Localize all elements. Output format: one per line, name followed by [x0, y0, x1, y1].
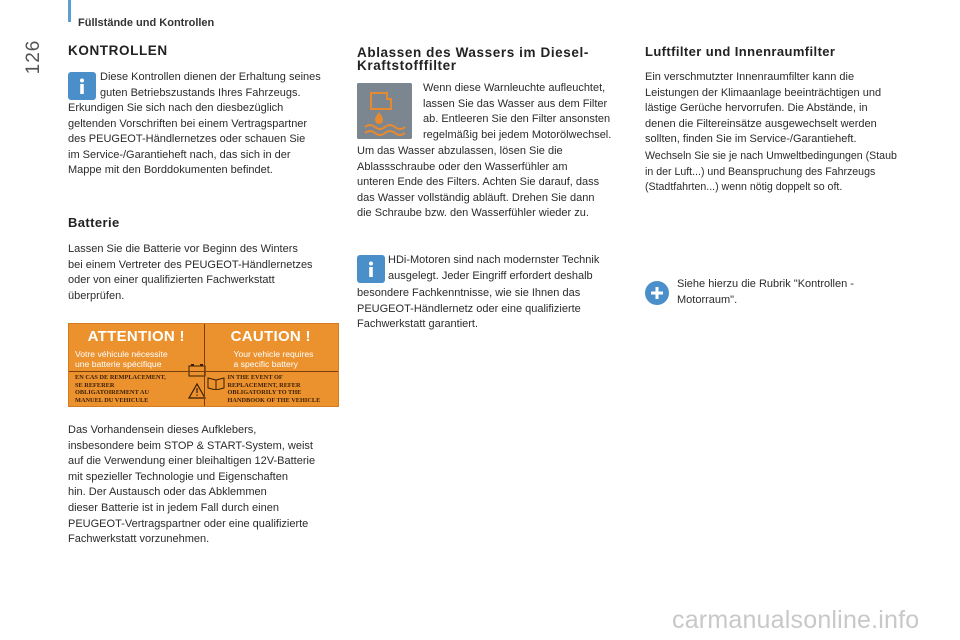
text-line: REPLACEMENT, REFER	[227, 381, 301, 389]
luftfilter-title: Luftfilter und Innenraumfilter	[645, 44, 836, 59]
text-line: dieser Batterie ist in jedem Fall durch einen	[68, 501, 279, 514]
section-header-title: Füllstände und Kontrollen	[78, 17, 215, 29]
ablassen-title	[357, 46, 627, 72]
sticker-divider	[204, 324, 205, 406]
sticker-right-sub	[234, 349, 314, 369]
battery-warning-sticker	[68, 323, 339, 407]
text-line: sollten, finden Sie im Service-/Garantieheft.	[645, 133, 857, 146]
text-line: Um das Wasser abzulassen, lösen Sie die	[357, 145, 563, 157]
text-line: auf die Verwendung einer bleihaltigen 12V-Batterie	[68, 455, 316, 468]
text-line: lassen Sie das Wasser aus dem Filter	[423, 97, 608, 110]
text-line: HANDBOOK OF THE VEHICLE	[227, 396, 321, 404]
warning-lamp-text	[423, 81, 633, 143]
sticker-left-half	[69, 324, 204, 406]
text-line: Erkundigen Sie sich nach den diesbezüglich	[68, 102, 284, 114]
text-line: ab. Entleeren Sie den Filter ansonsten	[423, 113, 611, 126]
sticker-left-sub	[75, 349, 168, 369]
kontrollen-title: KONTROLLEN	[68, 43, 168, 58]
text-line: das Wasser vollständig abläuft. Drehen Sie dann	[357, 191, 595, 204]
info-glyph	[362, 260, 380, 278]
watermark: carmanualsonline.info	[672, 606, 920, 634]
text-line: Votre véhicule nécessite	[75, 349, 168, 359]
text-line: besondere Fachkenntnisse, wie sie Ihnen das	[357, 287, 581, 299]
water-in-fuel-glyph	[357, 83, 412, 139]
luftfilter-text	[645, 70, 930, 148]
sticker-right-half	[204, 324, 339, 406]
see-also-text	[677, 277, 927, 308]
batterie-text	[68, 242, 348, 304]
text-line: Ablassschraube oder den Wasserfühler am	[357, 160, 568, 173]
text-line: HDi-Motoren sind nach modernster Technik	[388, 254, 600, 266]
text-line: EN CAS DE REMPLACEMENT,	[75, 374, 166, 381]
text-line: Das Vorhandensein dieses Aufklebers,	[68, 424, 257, 436]
hdi-note-text	[388, 253, 633, 284]
plus-icon	[645, 281, 669, 305]
text-line: Fachwerkstatt vorzunehmen.	[68, 533, 210, 546]
text-line: überprüfen.	[68, 289, 125, 302]
text-line: Siehe hierzu die Rubrik "Kontrollen -	[677, 278, 854, 290]
text-line: die Schraube bzw. den Wasserfühler wieder zu.	[357, 207, 589, 220]
text-line: oder von einer qualifizierten Fachwerkstatt	[68, 274, 275, 287]
batterie-title: Batterie	[68, 215, 120, 230]
text-line: guten Betriebszustands Ihres Fahrzeugs.	[100, 86, 301, 99]
text-line: hin. Der Austausch oder das Abklemmen	[68, 486, 267, 499]
sticker-left-small	[75, 374, 166, 404]
text-line: Lassen Sie die Batterie vor Beginn des Winters	[68, 243, 298, 255]
text-line: regelmäßig bei jedem Motorölwechsel.	[423, 128, 612, 141]
text-line: a specific battery	[233, 359, 298, 369]
text-line: unteren Ende des Filters. Achten Sie darauf, dass	[357, 176, 600, 189]
text-line: in der Luft...) und Beanspruchung des Fahrzeugs	[645, 165, 876, 178]
text-line: Kraftstofffilter	[357, 58, 457, 73]
text-line: Fachwerkstatt garantiert.	[357, 318, 479, 331]
sticker-left-heading: ATTENTION !	[87, 328, 185, 345]
text-line: Ein verschmutzter Innenraumfilter kann die	[645, 71, 855, 83]
text-line: denen die Filtereinsätze ausgewechselt werden	[645, 117, 877, 130]
text-line: OBLIGATOIREMENT AU	[75, 389, 150, 397]
text-line: lästige Gerüche hervorrufen. Die Abstände, in	[645, 102, 868, 115]
text-line: insbesondere beim STOP & START-System, weist	[68, 439, 313, 452]
text-line: IN THE EVENT OF	[227, 374, 283, 381]
kontrollen-intro	[100, 70, 342, 101]
text-line: Mappe mit den Borddokumenten befindet.	[68, 164, 273, 177]
text-line: geltenden Vorschriften bei einem Vertragspartner	[68, 117, 308, 130]
info-icon	[357, 255, 385, 283]
text-line: PEUGEOT-Vertragspartner oder eine qualifizierte	[68, 517, 309, 530]
text-line: OBLIGATORILY TO THE	[227, 389, 302, 397]
text-line: Wechseln Sie sie je nach Umweltbedingungen (Staub	[645, 150, 897, 162]
text-line: Ablassen des Wassers im Diesel-	[357, 45, 589, 60]
sticker-right-small	[228, 374, 321, 404]
text-line: SE REFERER	[75, 381, 115, 389]
text-line: im Service-/Garantieheft nach, das sich in der	[68, 148, 291, 161]
sticker-hline	[69, 371, 338, 372]
text-line: Wenn diese Warnleuchte aufleuchtet,	[423, 82, 606, 94]
text-line: Leistungen der Klimaanlage beeinträchtigen und	[645, 86, 882, 99]
text-line: bei einem Vertreter des PEUGEOT-Händlernetzes	[68, 258, 313, 271]
text-line: ausgelegt. Jeder Eingriff erfordert deshalb	[388, 269, 593, 282]
info-icon	[68, 72, 96, 100]
plus-glyph	[650, 286, 664, 300]
text-line: une batterie spécifique	[75, 359, 162, 369]
sticker-right-heading: CAUTION !	[230, 328, 311, 345]
sticker-explanation-text	[68, 423, 353, 548]
text-line: mit spezieller Technologie und Eigenschaften	[68, 470, 288, 483]
text-line: PEUGEOT-Händlernetz oder eine qualifizierte	[357, 302, 581, 315]
page-number: 126	[23, 39, 44, 75]
info-glyph	[73, 77, 91, 95]
text-line: des PEUGEOT-Händlernetzes oder schauen Sie	[68, 133, 306, 146]
book-icon	[206, 376, 226, 390]
text-line: Your vehicle requires	[233, 349, 314, 359]
text-line: MANUEL DU VEHICULE	[75, 396, 149, 404]
text-line: (Stadtfahrten...) wenn nötig doppelt so oft.	[645, 181, 843, 194]
text-line: Diese Kontrollen dienen der Erhaltung seines	[100, 71, 321, 83]
kontrollen-text	[68, 101, 348, 179]
text-line: Motorraum".	[677, 293, 738, 306]
drain-instructions-text	[357, 144, 637, 222]
luftfilter-text-2	[645, 149, 945, 196]
hdi-note-rest	[357, 286, 637, 333]
header-accent-bar	[68, 0, 71, 22]
water-in-fuel-warning-icon	[357, 83, 412, 139]
